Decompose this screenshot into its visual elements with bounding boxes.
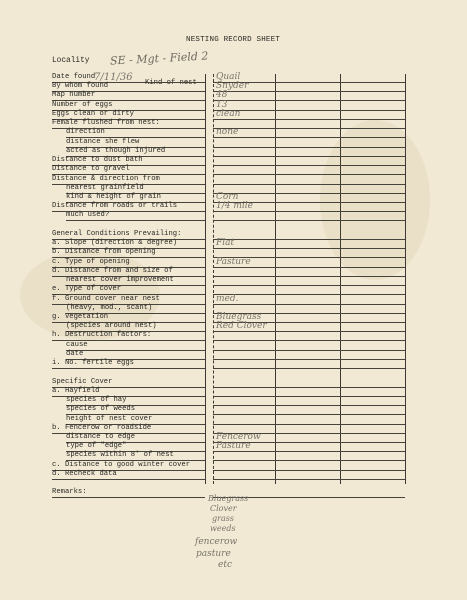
row-label: much used? bbox=[66, 211, 110, 220]
row-rule bbox=[213, 405, 405, 406]
row-rule bbox=[52, 497, 205, 498]
row-label: By whom found bbox=[52, 82, 109, 91]
row-rule bbox=[213, 193, 405, 194]
row-label: e. Type of cover bbox=[52, 285, 122, 294]
row-handwriting: Snyder bbox=[216, 81, 249, 92]
row-rule bbox=[213, 414, 405, 415]
row-label: d. Distance from and size of bbox=[52, 266, 173, 275]
row-rule bbox=[213, 211, 405, 212]
row-rule bbox=[213, 479, 405, 480]
row-label: b. Fencerow or roadside bbox=[52, 423, 152, 432]
column-rule bbox=[405, 74, 406, 484]
row-label: Distance to gravel bbox=[52, 165, 130, 174]
row-label: cause bbox=[66, 340, 88, 349]
row-label: species of hay bbox=[66, 396, 127, 405]
locality-label: Locality bbox=[52, 57, 90, 65]
row-rule bbox=[213, 304, 405, 305]
row-label: a. Hayfield bbox=[52, 386, 100, 395]
row-label: Female flushed from nest: bbox=[52, 119, 160, 128]
column-rule bbox=[275, 74, 276, 484]
row-label: c. Distance to good winter cover bbox=[52, 460, 191, 469]
paper-stain bbox=[320, 120, 430, 280]
row-label: kind & height of grain bbox=[66, 192, 161, 201]
row-label: height of nest cover bbox=[66, 414, 153, 423]
row-label: type of "edge" bbox=[66, 442, 127, 451]
remarks-handwriting-6: pasture bbox=[196, 549, 231, 559]
row-label: direction bbox=[66, 128, 105, 137]
row-label: b. Distance from opening bbox=[52, 248, 156, 257]
row-rule bbox=[213, 368, 405, 369]
row-rule bbox=[213, 100, 405, 101]
row-label: f. Ground cover near nest bbox=[52, 294, 160, 303]
row-handwriting: med. bbox=[216, 293, 239, 304]
column-rule bbox=[340, 74, 341, 484]
row-rule bbox=[213, 110, 405, 111]
row-label: Distance to dust bath bbox=[52, 156, 143, 165]
column-rule bbox=[205, 74, 206, 484]
row-rule bbox=[213, 248, 405, 249]
row-rule bbox=[213, 184, 405, 185]
row-handwriting: Red Clover bbox=[216, 321, 267, 332]
row-rule bbox=[213, 340, 405, 341]
row-label: species of weeds bbox=[66, 405, 136, 414]
row-rule bbox=[213, 451, 405, 452]
row-rule bbox=[66, 220, 205, 221]
row-rule bbox=[213, 91, 405, 92]
kind-of-nest-label: Kind of nest bbox=[145, 79, 197, 87]
row-rule bbox=[213, 359, 405, 360]
row-handwriting: 1/4 mile bbox=[216, 201, 253, 212]
row-rule bbox=[213, 276, 405, 277]
row-label: c. Type of opening bbox=[52, 257, 130, 266]
row-rule bbox=[213, 156, 405, 157]
row-handwriting: Pasture bbox=[216, 256, 251, 267]
row-rule bbox=[213, 220, 405, 221]
row-handwriting: Fencerow bbox=[216, 431, 261, 442]
remarks-handwriting-7: etc bbox=[218, 560, 232, 570]
row-rule bbox=[213, 128, 405, 129]
row-rule bbox=[213, 165, 405, 166]
row-rule bbox=[52, 368, 205, 369]
remarks-handwriting-4: weeds bbox=[210, 524, 236, 533]
row-label: species within 8' of nest bbox=[66, 451, 174, 460]
row-rule bbox=[213, 460, 405, 461]
row-label: nearest grainfield bbox=[66, 183, 144, 192]
date-found-handwriting: 7/11/36 bbox=[94, 72, 133, 83]
row-rule bbox=[213, 285, 405, 286]
row-rule bbox=[66, 350, 205, 351]
row-rule bbox=[213, 147, 405, 148]
row-handwriting: 13 bbox=[216, 99, 228, 110]
row-rule bbox=[213, 470, 405, 471]
row-handwriting: Quail bbox=[216, 72, 241, 82]
row-label: General Conditions Prevailing: bbox=[52, 229, 182, 238]
row-label: (species around nest) bbox=[66, 322, 157, 331]
row-handwriting: 48 bbox=[216, 90, 228, 101]
row-rule bbox=[52, 479, 205, 480]
row-rule bbox=[213, 137, 405, 138]
row-label: acted as though injured bbox=[66, 146, 166, 155]
row-label: Specific Cover bbox=[52, 377, 113, 386]
row-label: d. Recheck data bbox=[52, 469, 117, 478]
row-handwriting: none bbox=[216, 127, 239, 138]
row-label: distance to edge bbox=[66, 432, 136, 441]
row-label: Date found bbox=[52, 73, 96, 81]
row-label: i. No. fertile eggs bbox=[52, 359, 134, 368]
row-label: Distance from roads or trails bbox=[52, 202, 178, 211]
row-rule bbox=[213, 119, 405, 120]
row-label: nearest cover improvement bbox=[66, 276, 174, 285]
row-label: (heavy, mod., scant) bbox=[66, 303, 153, 312]
row-handwriting: clean bbox=[216, 108, 241, 119]
row-handwriting: Pasture bbox=[216, 441, 251, 452]
row-rule bbox=[213, 331, 405, 332]
row-label: distance she flew bbox=[66, 137, 140, 146]
column-rule bbox=[213, 74, 214, 484]
row-label: Eggs clean or dirty bbox=[52, 109, 134, 118]
remarks-handwriting-3: grass bbox=[212, 514, 234, 523]
row-label: g. Vegetation bbox=[52, 312, 109, 321]
row-label: h. Destruction factors: bbox=[52, 331, 152, 340]
remarks-handwriting-1: Bluegrass bbox=[208, 494, 249, 503]
row-label: Remarks: bbox=[52, 488, 87, 497]
row-label: date bbox=[66, 349, 84, 358]
locality-handwriting: SE - Mgt - Field 2 bbox=[109, 49, 209, 68]
row-label: Number of eggs bbox=[52, 100, 113, 109]
row-handwriting: Bluegrass bbox=[216, 311, 262, 322]
row-handwriting: Corn bbox=[216, 191, 239, 202]
sheet-title: NESTING RECORD SHEET bbox=[186, 36, 281, 44]
row-rule bbox=[213, 239, 405, 240]
remarks-handwriting-5: fencerow bbox=[195, 537, 238, 547]
row-label: Distance & direction from bbox=[52, 174, 160, 183]
row-rule bbox=[213, 174, 405, 175]
row-rule bbox=[213, 294, 405, 295]
row-rule bbox=[213, 396, 405, 397]
row-rule bbox=[213, 267, 405, 268]
row-rule bbox=[213, 387, 405, 388]
row-handwriting: Flat bbox=[216, 238, 235, 249]
row-label: a. Slope (direction & degree) bbox=[52, 239, 178, 248]
row-rule bbox=[213, 350, 405, 351]
row-rule bbox=[213, 424, 405, 425]
row-label: Map number bbox=[52, 91, 96, 100]
remarks-handwriting-2: Clover bbox=[210, 504, 237, 513]
